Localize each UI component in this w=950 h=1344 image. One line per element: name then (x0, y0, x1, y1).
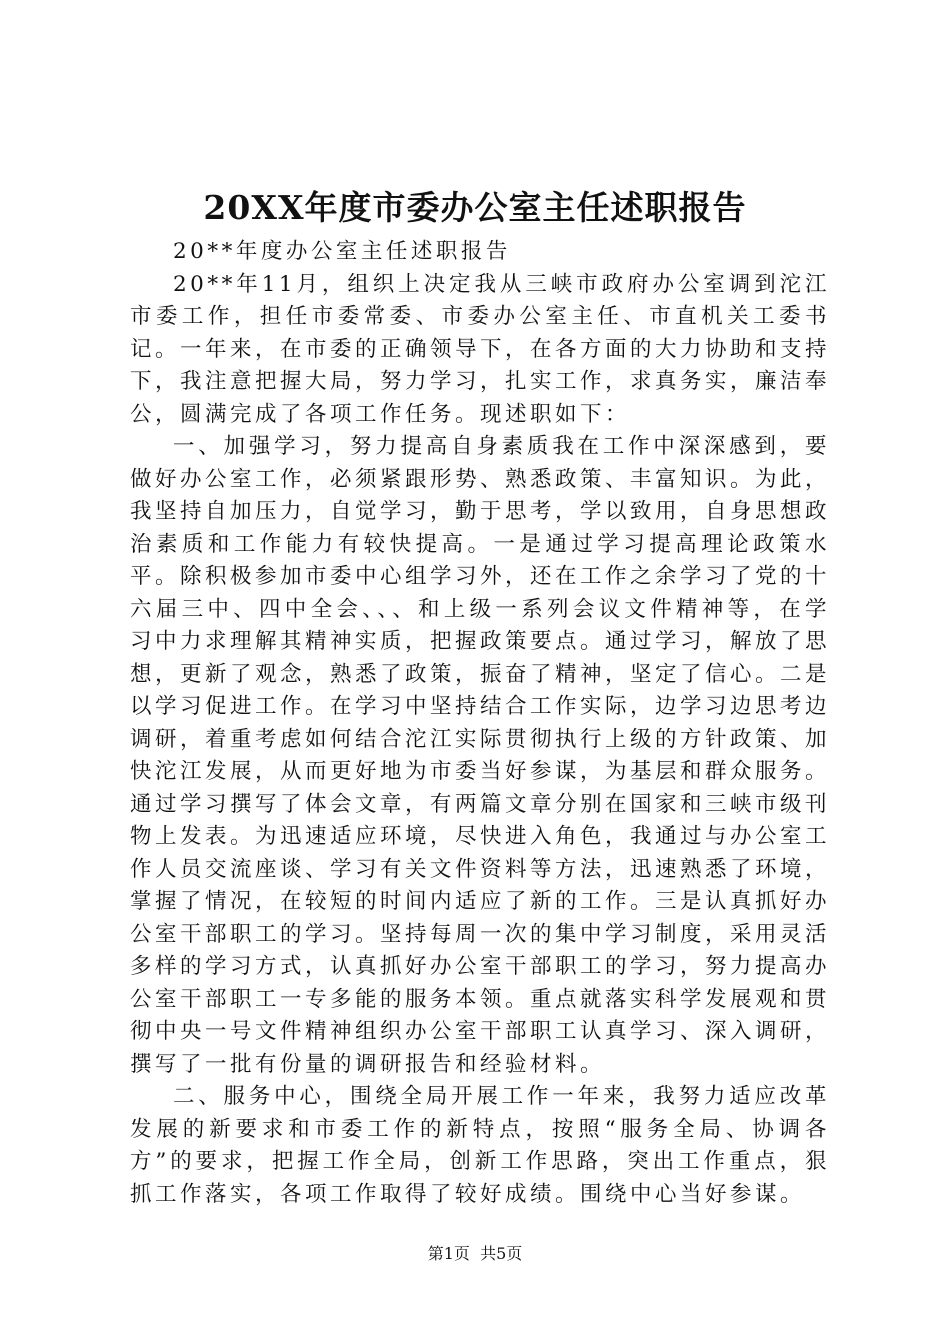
paragraph-subtitle: 20**年度办公室主任述职报告 (173, 239, 511, 264)
document-title: 20XX年度市委办公室主任述职报告 (203, 188, 747, 227)
page-number: 第1页 (427, 1244, 470, 1263)
page-footer (0, 1242, 950, 1266)
page-total: 共5页 (480, 1244, 523, 1263)
paragraph-section-two: 二、服务中心，围绕全局开展工作一年来，我努力适应改革发展的新要求和市委工作的新特点，按照“服务全局、协调各方”的要求，把握工作全局，创新工作思路，突出工作重点，狠抓工作落实，各项工作取得了较好成绩。围绕中心当好参谋。 (130, 1084, 830, 1207)
paragraph-intro: 20**年11月，组织上决定我从三峡市政府办公室调到沱江市委工作，担任市委常委、市委办公室主任、市直机关工委书记。一年来，在市委的正确领导下，在各方面的大力协助和支持下，我注意把握大局，努力学习，扎实工作，求真务实，廉洁奉公，圆满完成了各项工作任务。现述职如下： (130, 271, 831, 427)
document-body (130, 236, 830, 1211)
paragraph-section-one: 一、加强学习，努力提高自身素质我在工作中深深感到，要做好办公室工作，必须紧跟形势、熟悉政策、丰富知识。为此，我坚持自加压力，自觉学习，勤于思考，学以致用，自身思想政治素质和工作能力有较快提高。一是通过学习提高理论政策水平。除积极参加市委中心组学习外，还在工作之余学习了党的十六届三中、四中全会、、、和上级一系列会议文件精神等，在学习中力求理解其精神实质，把握政策要点。通过学习，解放了思想，更新了观念，熟悉了政策，振奋了精神，坚定了信心。二是以学习促进工作。在学习中坚持结合工作实际，边学习边思考边调研，着重考虑如何结合沱江实际贯彻执行上级的方针政策、加快沱江发展，从而更好地为市委当好参谋，为基层和群众服务。通过学习撰写了体会文章，有两篇文章分别在国家和三峡市级刊物上发表。为迅速适应环境，尽快进入角色，我通过与办公室工作人员交流座谈、学习有关文件资料等方法，迅速熟悉了环境，掌握了情况，在较短的时间内适应了新的工作。三是认真抓好办公室干部职工的学习。坚持每周一次的集中学习制度，采用灵活多样的学习方式，认真抓好办公室干部职工的学习，努力提高办公室干部职工一专多能的服务本领。重点就落实科学发展观和贯彻中央一号文件精神组织办公室干部职工认真学习、深入调研，撰写了一批有份量的调研报告和经验材料。 (130, 434, 831, 1077)
